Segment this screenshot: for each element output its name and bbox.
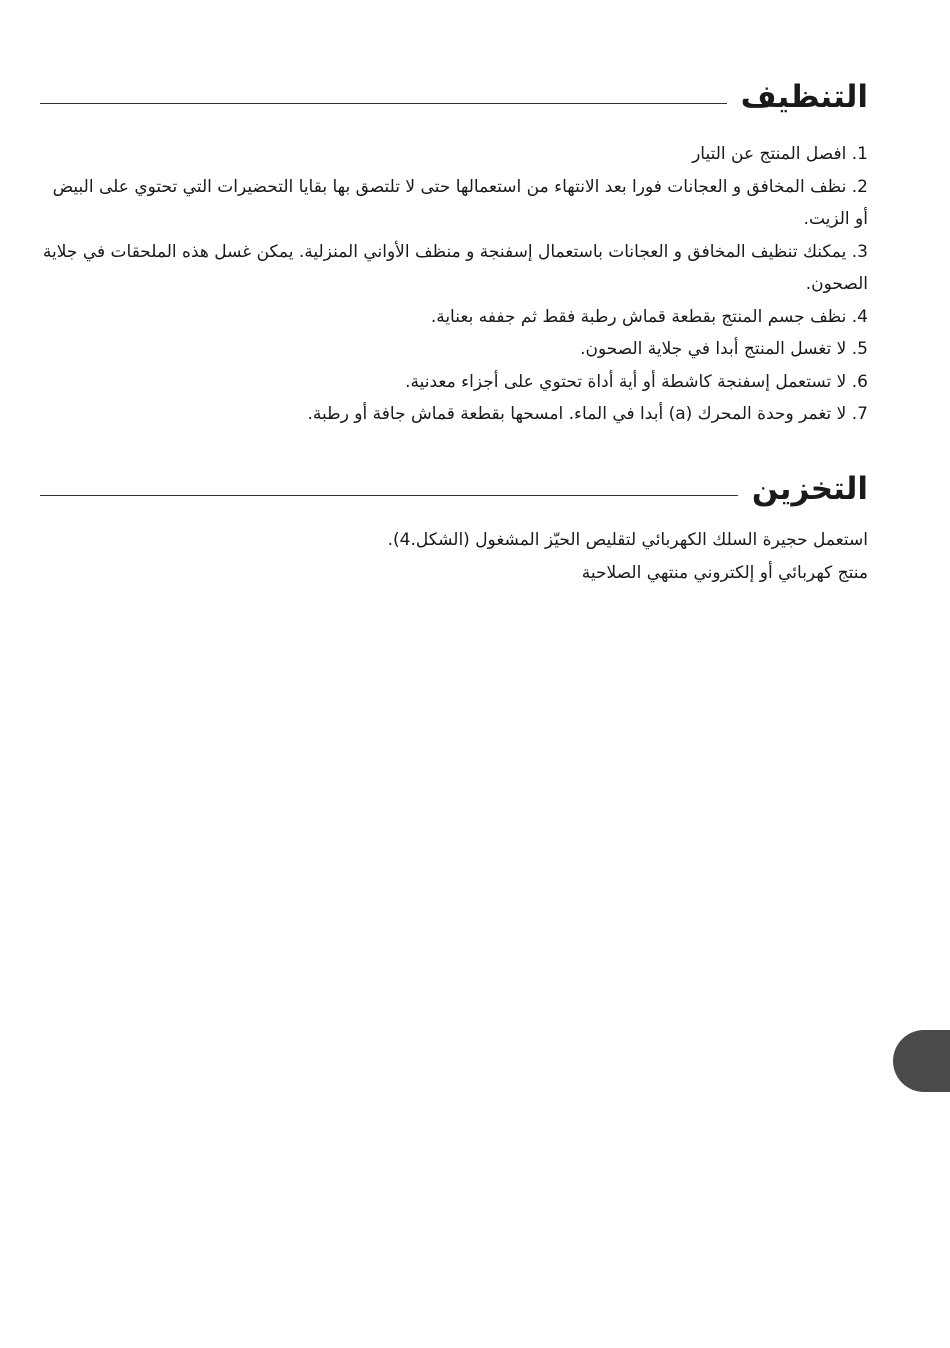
step-number: 2. — [851, 176, 868, 197]
step-number: 3. — [851, 241, 868, 262]
cleaning-step-3 — [40, 236, 868, 301]
storage-title: التخزين — [751, 471, 868, 507]
cleaning-step-6 — [40, 366, 868, 399]
cleaning-step-1 — [40, 138, 868, 171]
step-text: لا تغسل المنتج أبدا في جلاية الصحون. — [580, 339, 847, 359]
storage-line-2: منتج كهربائي أو إلكتروني منتهي الصلاحية — [581, 562, 868, 583]
storage-body — [40, 524, 868, 589]
step-number: 1. — [851, 144, 868, 164]
cleaning-step-2 — [40, 171, 868, 236]
step-text: لا تستعمل إسفنجة كاشطة أو أية أداة تحتوي على أجزاء معدنية. — [405, 371, 847, 392]
step-text: نظف جسم المنتج بقطعة قماش رطبة فقط ثم جففه بعناية. — [430, 306, 847, 327]
step-text: يمكنك تنظيف المخافق و العجانات باستعمال إسفنجة و منظف الأواني المنزلية. يمكن غسل هذه الملحقات في جلاية الصحون. — [42, 241, 868, 294]
storage-line-1: استعمل حجيرة السلك الكهربائي لتقليص الحيّز المشغول (الشكل.4). — [387, 530, 868, 550]
cleaning-title: التنظيف — [740, 79, 868, 115]
cleaning-step-7 — [40, 398, 868, 431]
step-text: لا تغمر وحدة المحرك (a) أبدا في الماء. امسحها بقطعة قماش جافة أو رطبة. — [307, 404, 847, 424]
step-number: 7. — [851, 404, 868, 424]
step-number: 5. — [851, 339, 868, 359]
step-text: افصل المنتج عن التيار — [692, 144, 847, 164]
step-number: 4. — [851, 306, 868, 327]
cleaning-steps-list — [40, 138, 868, 431]
page-edge-tab — [893, 1030, 950, 1092]
storage-heading — [40, 471, 868, 507]
step-number: 6. — [851, 371, 868, 392]
cleaning-step-4 — [40, 301, 868, 334]
storage-heading-rule — [40, 495, 738, 496]
step-text: نظف المخافق و العجانات فورا بعد الانتهاء من استعمالها حتى لا تلتصق بها بقايا التحضيرات التي تحتوي على البيض أو الزيت. — [52, 176, 868, 229]
cleaning-heading-rule — [40, 103, 727, 104]
cleaning-heading — [40, 79, 868, 115]
cleaning-step-5 — [40, 333, 868, 366]
